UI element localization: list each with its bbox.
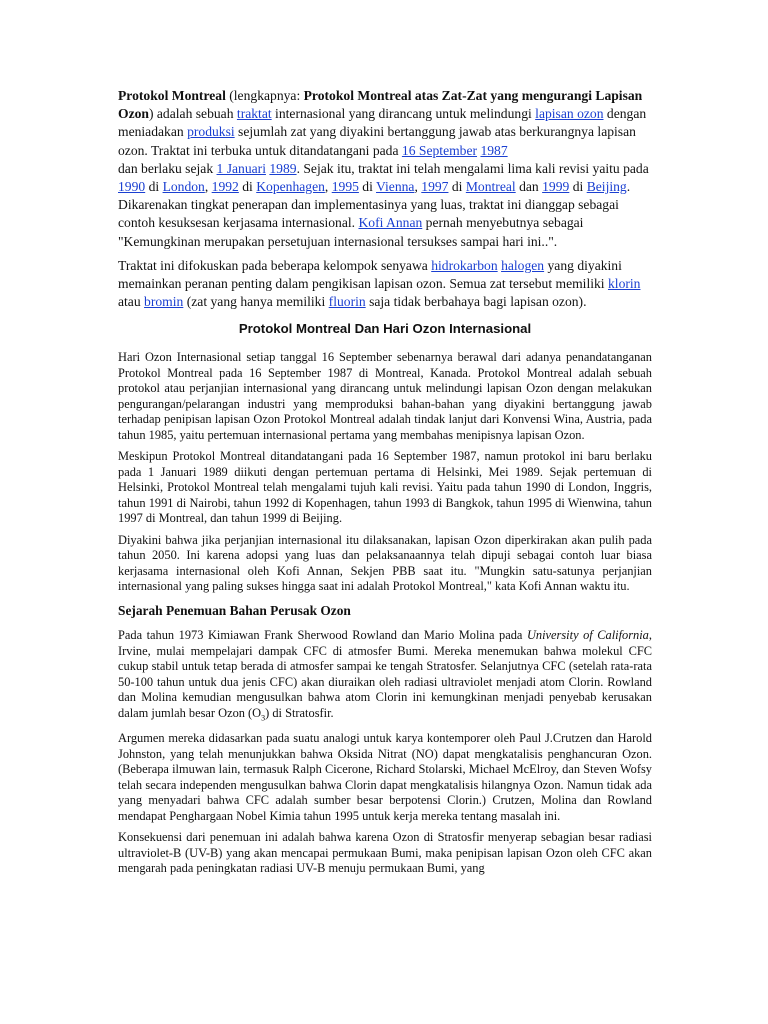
link-vienna[interactable]: Vienna <box>376 179 415 195</box>
text: (zat yang hanya memiliki <box>183 294 329 310</box>
text: di <box>358 179 377 195</box>
link-1987[interactable]: 1987 <box>480 142 508 158</box>
section-heading-protokol: Protokol Montreal Dan Hari Ozon Internasional <box>238 321 532 336</box>
link-halogen[interactable]: halogen <box>501 258 545 273</box>
paragraph-pulih: Diyakini bahwa jika perjanjian internasional itu dilaksanakan, lapisan Ozon diperkirakan akan pulih pada tahun 2050. Ini karena adopsi yang luas dan pelaksanaannya telah dipuji sebagai contoh luar biasa kerjasama internasional oleh Kofi Annan, Sekjen PBB saat itu. "Mungkin satu-satunya perjanjian internasional yang paling sukses hingga saat ini adalah Protokol Montreal," kata Kofi Annan waktu itu. <box>118 532 652 593</box>
text: di <box>238 179 257 195</box>
link-klorin[interactable]: klorin <box>608 276 641 292</box>
italic-term: University of California <box>526 628 649 642</box>
text: ) adalah sebuah <box>148 106 237 122</box>
text: sejumlah zat yang diyakini bertanggung jawab atas berkurangnya lapisan ozon. Traktat ini terbuka untuk ditandatangani pada <box>118 124 636 158</box>
text: yang diyakini memainkan peranan penting dalam pengikisan lapisan ozon. Semua zat tersebut memiliki <box>118 258 622 292</box>
text: dan <box>515 179 543 195</box>
text: . Dikarenakan tingkat penerapan dan implementasinya yang luas, traktat ini dianggap sebagai contoh kesuksesan kerjasama internasional. <box>118 179 631 231</box>
link-1990[interactable]: 1990 <box>118 179 146 195</box>
link-traktat[interactable]: traktat <box>236 106 272 122</box>
intro-paragraph <box>118 87 652 251</box>
paragraph-konsekuensi: Konsekuensi dari penemuan ini adalah bahwa karena Ozon di Stratosfir menyerap sebagian besar radiasi ultraviolet-B (UV-B) yang akan mencapai permukaan Bumi, maka penipisan lapisan Ozon oleh CFC akan mengarah pada peningkatan radiasi UV-B menuju permukaan Bumi, yang <box>118 830 652 876</box>
text: , <box>414 179 422 195</box>
text: dengan meniadakan <box>118 106 647 140</box>
link-lapisan-ozon[interactable]: lapisan ozon <box>535 106 604 122</box>
link-hidrokarbon[interactable]: hidrokarbon <box>431 258 498 273</box>
link-kofi-annan[interactable]: Kofi Annan <box>358 215 423 231</box>
paragraph-revisi: Meskipun Protokol Montreal ditandatangani pada 16 September 1987, namun protokol ini baru berlaku pada 1 Januari 1989 diikuti dengan pertemuan pertama di Helsinki, Mei 1989. Sejak pertemuan di Helsinki, Protokol Montreal telah mengalami tujuh kali revisi. Yaitu pada tahun 1990 di London, Inggris, tahun 1991 di Nairobi, tahun 1992 di Kopenhagen, tahun 1993 di Bangkok, tahun 1995 di Wienwina, tahun 1997 di Montreal, dan tahun 1999 di Beijing. <box>118 449 652 525</box>
link-kopenhagen[interactable]: Kopenhagen <box>256 179 325 195</box>
text: pernah menyebutnya sebagai "Kemungkinan merupakan persetujuan internasional tersukses sampai hari ini..". <box>118 215 584 249</box>
link-fluorin[interactable]: fluorin <box>328 294 366 310</box>
link-london[interactable]: London <box>162 179 205 195</box>
link-1995[interactable]: 1995 <box>331 179 359 195</box>
text: atau <box>118 294 145 310</box>
text: internasional yang dirancang untuk melindungi <box>271 106 536 122</box>
text: di <box>145 179 163 195</box>
paragraph-hari-ozon: Hari Ozon Internasional setiap tanggal 16 September sebenarnya berawal dari adanya penandatanganan Protokol Montreal pada 16 September 1987 di Montreal, Kanada. Protokol Montreal adalah sebuah protokol atau perjanjian internasional yang dirancang untuk melindungi lapisan Ozon dengan melakukan pengurangan/pelarangan industri yang memproduksi bahan-bahan yang diyakini bertanggung jawab terhadap penipisan lapisan Ozon Protokol Montreal adalah tindak lanjut dari Konvensi Wina, Austria, pada tahun 1985, yaitu pertemuan internasional pertama yang membahas menipisnya lapisan Ozon. <box>118 350 652 442</box>
link-beijing[interactable]: Beijing <box>586 179 627 195</box>
bold-term: Protokol Montreal <box>118 88 226 103</box>
link-1997[interactable]: 1997 <box>421 179 449 195</box>
text: , <box>204 179 212 195</box>
link-bromin[interactable]: bromin <box>144 294 184 310</box>
link-1989[interactable]: 1989 <box>269 160 297 176</box>
paragraph-argumen: Argumen mereka didasarkan pada suatu analogi untuk karya kontemporer oleh Paul J.Crutzen dan Harold Johnston, yang telah menunjukkan bahwa Oksida Nitrat (NO) dapat mengkatalisis penghancuran Ozon. (Beberapa ilmuwan lain, termasuk Ralph Cicerone, Richard Stolarski, Michael McElroy, dan Steven Wofsy telah secara independen mengusulkan bahwa Clorin dapat mengkatalisis hilangnya Ozon. Namun tidak ada yang menyadari bahwa CFC adalah sumber besar berpotensi Clorin.) Crutzen, Molina dan Rowland mendapat Penghargaan Nobel Kimia tahun 1995 untuk kerja mereka tentang masalah ini. <box>118 731 652 823</box>
text: di <box>569 179 587 195</box>
text: (lengkapnya: <box>225 88 304 103</box>
article-body <box>118 350 652 883</box>
second-paragraph <box>118 257 652 312</box>
bold-term: Protokol Montreal atas Zat-Zat yang mengurangi Lapisan Ozon <box>118 88 643 122</box>
text: . Sejak itu, traktat ini telah mengalami lima kali revisi yaitu pada <box>296 160 649 176</box>
text: Pada tahun 1973 Kimiawan Frank Sherwood Rowland dan Mario Molina pada <box>118 628 527 642</box>
text: , Irvine, mulai mempelajari dampak CFC di atmosfer Bumi. Mereka menemukan bahwa molekul CFC cukup stabil untuk tetap berada di atmosfer sampai ke tengah Stratosfer. Selanjutnya CFC (setelah rata-rata 50-100 tahun untuk dua jenis CFC) akan diuraikan oleh radiasi ultraviolet menjadi atom Clorin. Rowland dan Molina kemudian mengusulkan bahwa atom Clorin ini kemungkinan menjadi penyebab kerusakan dalam jumlah besar Ozon (O <box>118 628 652 720</box>
paragraph-sejarah-1 <box>118 628 652 725</box>
text: di <box>448 179 466 195</box>
link-1992[interactable]: 1992 <box>211 179 239 195</box>
link-montreal[interactable]: Montreal <box>465 179 516 195</box>
link-produksi[interactable]: produksi <box>187 124 235 140</box>
link-16-september[interactable]: 16 September <box>401 142 478 158</box>
text: Traktat ini difokuskan pada beberapa kelompok senyawa <box>118 258 432 273</box>
text: ) di Stratosfir. <box>265 705 334 720</box>
subscript: 3 <box>261 712 266 722</box>
text: , <box>324 179 332 195</box>
section-heading-sejarah: Sejarah Penemuan Bahan Perusak Ozon <box>118 602 351 618</box>
link-1-januari[interactable]: 1 Januari <box>216 160 266 176</box>
link-1999[interactable]: 1999 <box>542 179 570 195</box>
text: dan berlaku sejak <box>118 160 217 176</box>
text: saja tidak berbahaya bagi lapisan ozon). <box>365 294 587 310</box>
